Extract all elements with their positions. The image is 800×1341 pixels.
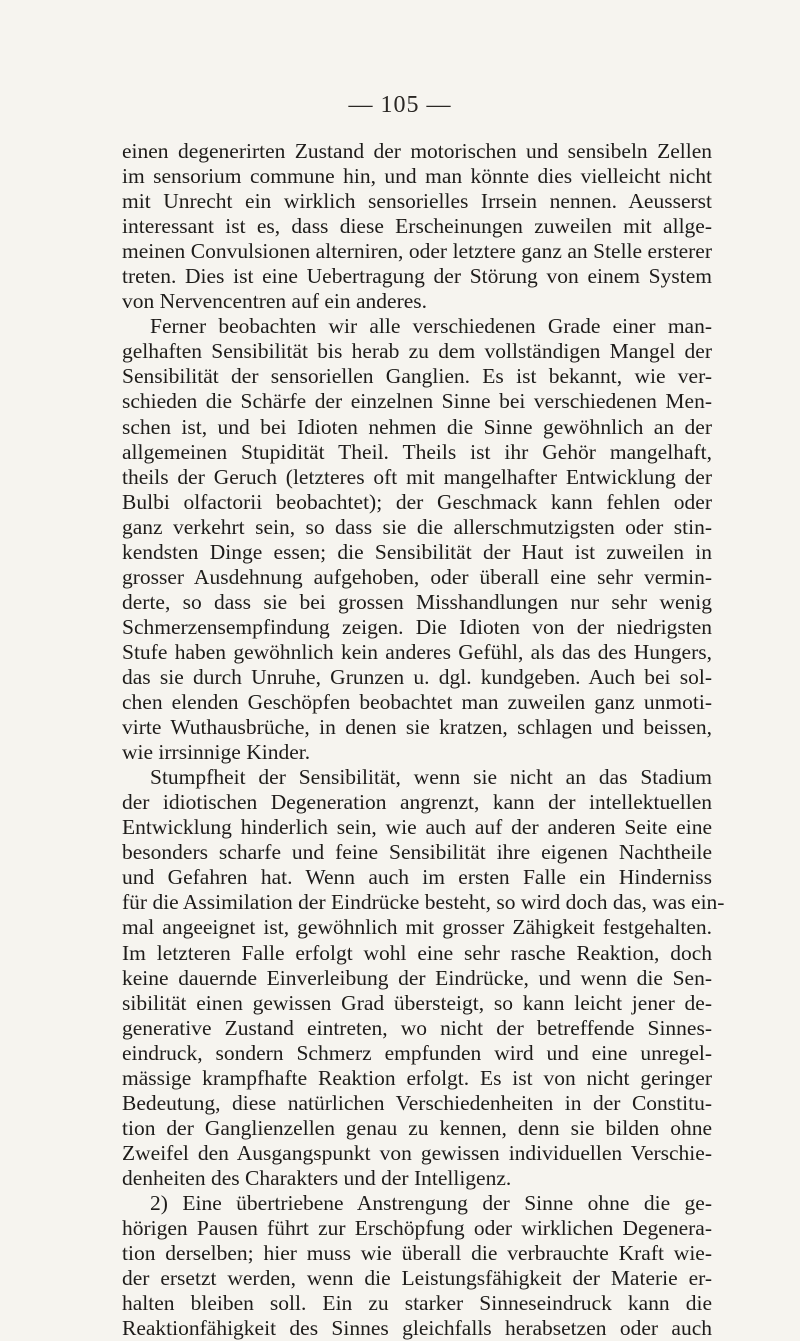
text-line: denheiten des Charakters und der Intelligenz. (122, 1165, 512, 1190)
text-line: hörigen Pausen führt zur Erschöpfung oder wirklichen Degenera- (122, 1216, 712, 1241)
text-line: Ferner beobachten wir alle verschiedenen Grade einer man- (150, 314, 712, 339)
text-line: chen elenden Geschöpfen beobachtet man zuweilen ganz unmoti- (122, 690, 712, 715)
text-line: einen degenerirten Zustand der motorischen und sensibeln Zellen (122, 139, 712, 163)
page-number: — 105 — (348, 92, 452, 118)
text-line: tion derselben; hier muss wie überall die verbrauchte Kraft wie- (122, 1241, 712, 1266)
text-line: virte Wuthausbrüche, in denen sie kratzen, schlagen und beissen, (122, 715, 712, 740)
text-line: Bedeutung, diese natürlichen Verschiedenheiten in der Constitu- (122, 1090, 712, 1115)
text-line: generative Zustand eintreten, wo nicht der betreffende Sinnes- (122, 1015, 712, 1040)
text-line: Reaktionfähigkeit des Sinnes gleichfalls herabsetzen oder auch (122, 1316, 712, 1341)
text-line: Bulbi olfactorii beobachtet); der Geschmack kann fehlen oder (122, 489, 712, 514)
text-line: treten. Dies ist eine Uebertragung der Störung von einem System (122, 264, 712, 289)
text-line: im sensorium commune hin, und man könnte dies vielleicht nicht (122, 164, 712, 189)
text-line: schen ist, und bei Idioten nehmen die Sinne gewöhnlich an der (122, 414, 712, 439)
text-line: mit Unrecht ein wirklich sensorielles Irrsein nennen. Aeusserst (122, 189, 712, 214)
text-line: der ersetzt werden, wenn die Leistungsfähigkeit der Materie er- (122, 1266, 712, 1291)
text-line: der idiotischen Degeneration angrenzt, kann der intellektuellen (122, 790, 712, 815)
text-line: Stufe haben gewöhnlich kein anderes Gefühl, als das des Hungers, (122, 639, 712, 664)
text-line: theils der Geruch (letzteres oft mit mangelhafter Entwicklung der (122, 464, 712, 489)
text-line: Stumpfheit der Sensibilität, wenn sie nicht an das Stadium (150, 765, 712, 790)
text-line: halten bleiben soll. Ein zu starker Sinneseindruck kann die (122, 1291, 712, 1316)
text-line: derte, so dass sie bei grossen Misshandlungen nur sehr wenig (122, 589, 712, 614)
text-line: Schmerzensempfindung zeigen. Die Idioten von der niedrigsten (122, 614, 712, 639)
text-line: allgemeinen Stupidität Theil. Theils ist ihr Gehör mangelhaft, (122, 439, 712, 464)
text-line: Zweifel den Ausgangspunkt von gewissen individuellen Verschie- (122, 1140, 712, 1165)
text-line: von Nervencentren auf ein anderes. (122, 289, 428, 314)
text-line: tion der Ganglienzellen genau zu kennen, denn sie bilden ohne (122, 1115, 712, 1140)
text-line: und Gefahren hat. Wenn auch im ersten Falle ein Hinderniss (122, 865, 712, 890)
text-line: grosser Ausdehnung aufgehoben, oder überall eine sehr vermin- (122, 564, 712, 589)
text-line: Im letzteren Falle erfolgt wohl eine sehr rasche Reaktion, doch (122, 940, 712, 965)
text-line: für die Assimilation der Eindrücke besteht, so wird doch das, was ein- (122, 890, 725, 915)
text-line: meinen Convulsionen alterniren, oder letztere ganz an Stelle ersterer (122, 239, 712, 264)
text-line: eindruck, sondern Schmerz empfunden wird und eine unregel- (122, 1040, 712, 1065)
body-text (122, 139, 725, 1341)
text-line: das sie durch Unruhe, Grunzen u. dgl. kundgeben. Auch bei sol- (122, 664, 712, 689)
text-line: sibilität einen gewissen Grad übersteigt, so kann leicht jener de- (122, 990, 712, 1015)
text-line: kendsten Dinge essen; die Sensibilität der Haut ist zuweilen in (122, 539, 712, 564)
text-line: Entwicklung hinderlich sein, wie auch auf der anderen Seite eine (122, 815, 712, 840)
text-line: besonders scharfe und feine Sensibilität ihre eigenen Nachtheile (122, 840, 712, 865)
text-line: keine dauernde Einverleibung der Eindrücke, und wenn die Sen- (122, 965, 712, 990)
text-line: interessant ist es, dass diese Erscheinungen zuweilen mit allge- (122, 214, 712, 239)
text-line: ganz verkehrt sein, so dass sie die allerschmutzigsten oder stin- (122, 514, 712, 539)
text-line: 2) Eine übertriebene Anstrengung der Sinne ohne die ge- (150, 1190, 712, 1215)
text-line: wie irrsinnige Kinder. (122, 740, 311, 765)
text-line: schieden die Schärfe der einzelnen Sinne bei verschiedenen Men- (122, 389, 712, 414)
text-line: mässige krampfhafte Reaktion erfolgt. Es ist von nicht geringer (122, 1065, 712, 1090)
text-line: Sensibilität der sensoriellen Ganglien. Es ist bekannt, wie ver- (122, 364, 712, 389)
text-line: gelhaften Sensibilität bis herab zu dem vollständigen Mangel der (122, 339, 712, 364)
text-line: mal angeeignet ist, gewöhnlich mit grosser Zähigkeit festgehalten. (122, 915, 712, 940)
